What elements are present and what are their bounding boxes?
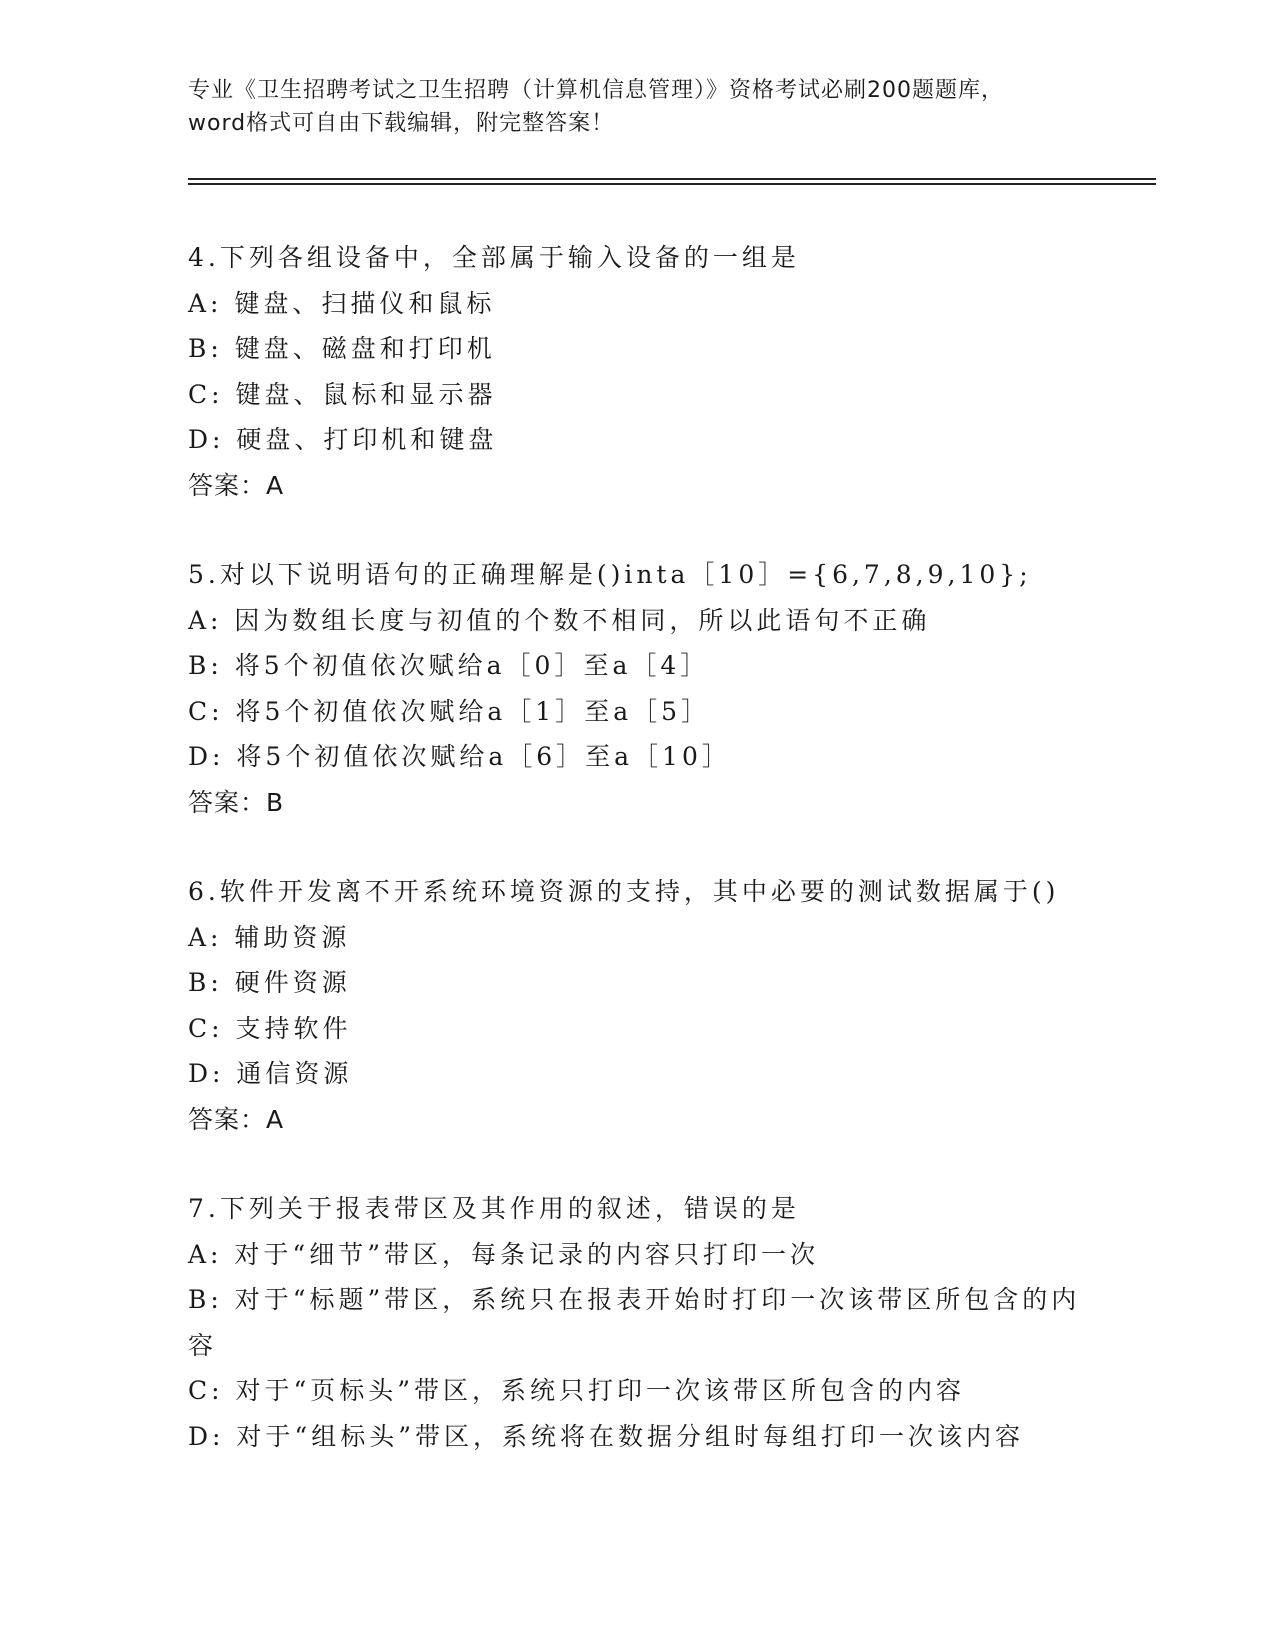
answer-line: 答案：A	[188, 1104, 285, 1134]
answer-line: 答案：A	[188, 470, 285, 500]
document-header	[188, 74, 1088, 140]
option-b: B: 键盘、磁盘和打印机	[188, 334, 496, 363]
option-a: A: 因为数组长度与初值的个数不相同，所以此语句不正确	[188, 605, 931, 635]
option-c: C: 支持软件	[188, 1013, 352, 1043]
option-b: B: 将5个初值依次赋给a［0］至a［4］	[188, 651, 710, 680]
question-list	[188, 235, 1108, 1503]
header-divider-top	[188, 178, 1156, 180]
question-5	[188, 552, 1108, 825]
question-7	[188, 1186, 1108, 1459]
option-d: D: 通信资源	[188, 1059, 353, 1088]
question-stem: 7.下列关于报表带区及其作用的叙述，错误的是	[188, 1194, 800, 1223]
question-stem: 6.软件开发离不开系统环境资源的支持，其中必要的测试数据属于()	[188, 877, 1060, 906]
question-stem: 5.对以下说明语句的正确理解是()inta［10］={6,7,8,9,10};	[188, 560, 1032, 589]
option-a: A: 辅助资源	[188, 922, 351, 952]
header-line-2: word格式可自由下载编辑，附完整答案！	[188, 111, 615, 136]
question-6	[188, 869, 1108, 1142]
option-d: D: 对于“组标头”带区，系统将在数据分组时每组打印一次该内容	[188, 1421, 1024, 1451]
header-divider-bottom	[188, 183, 1156, 185]
option-d: D: 将5个初值依次赋给a［6］至a［10］	[188, 742, 731, 771]
option-c: C: 将5个初值依次赋给a［1］至a［5］	[188, 696, 711, 726]
question-stem: 4.下列各组设备中，全部属于输入设备的一组是	[188, 243, 800, 272]
option-b: B: 硬件资源	[188, 968, 351, 997]
answer-line: 答案：B	[188, 787, 285, 817]
option-a: A: 对于“细节”带区，每条记录的内容只打印一次	[188, 1239, 819, 1269]
option-b: B: 对于“标题”带区，系统只在报表开始时打印一次该带区所包含的内容	[188, 1285, 1081, 1360]
option-c: C: 对于“页标头”带区，系统只打印一次该带区所包含的内容	[188, 1376, 966, 1405]
question-4	[188, 235, 1108, 508]
option-a: A: 键盘、扫描仪和鼠标	[188, 288, 496, 318]
header-line-1: 专业《卫生招聘考试之卫生招聘（计算机信息管理）》资格考试必刷200题题库，	[188, 78, 1004, 103]
option-c: C: 键盘、鼠标和显示器	[188, 379, 497, 409]
option-d: D: 硬盘、打印机和键盘	[188, 425, 498, 454]
